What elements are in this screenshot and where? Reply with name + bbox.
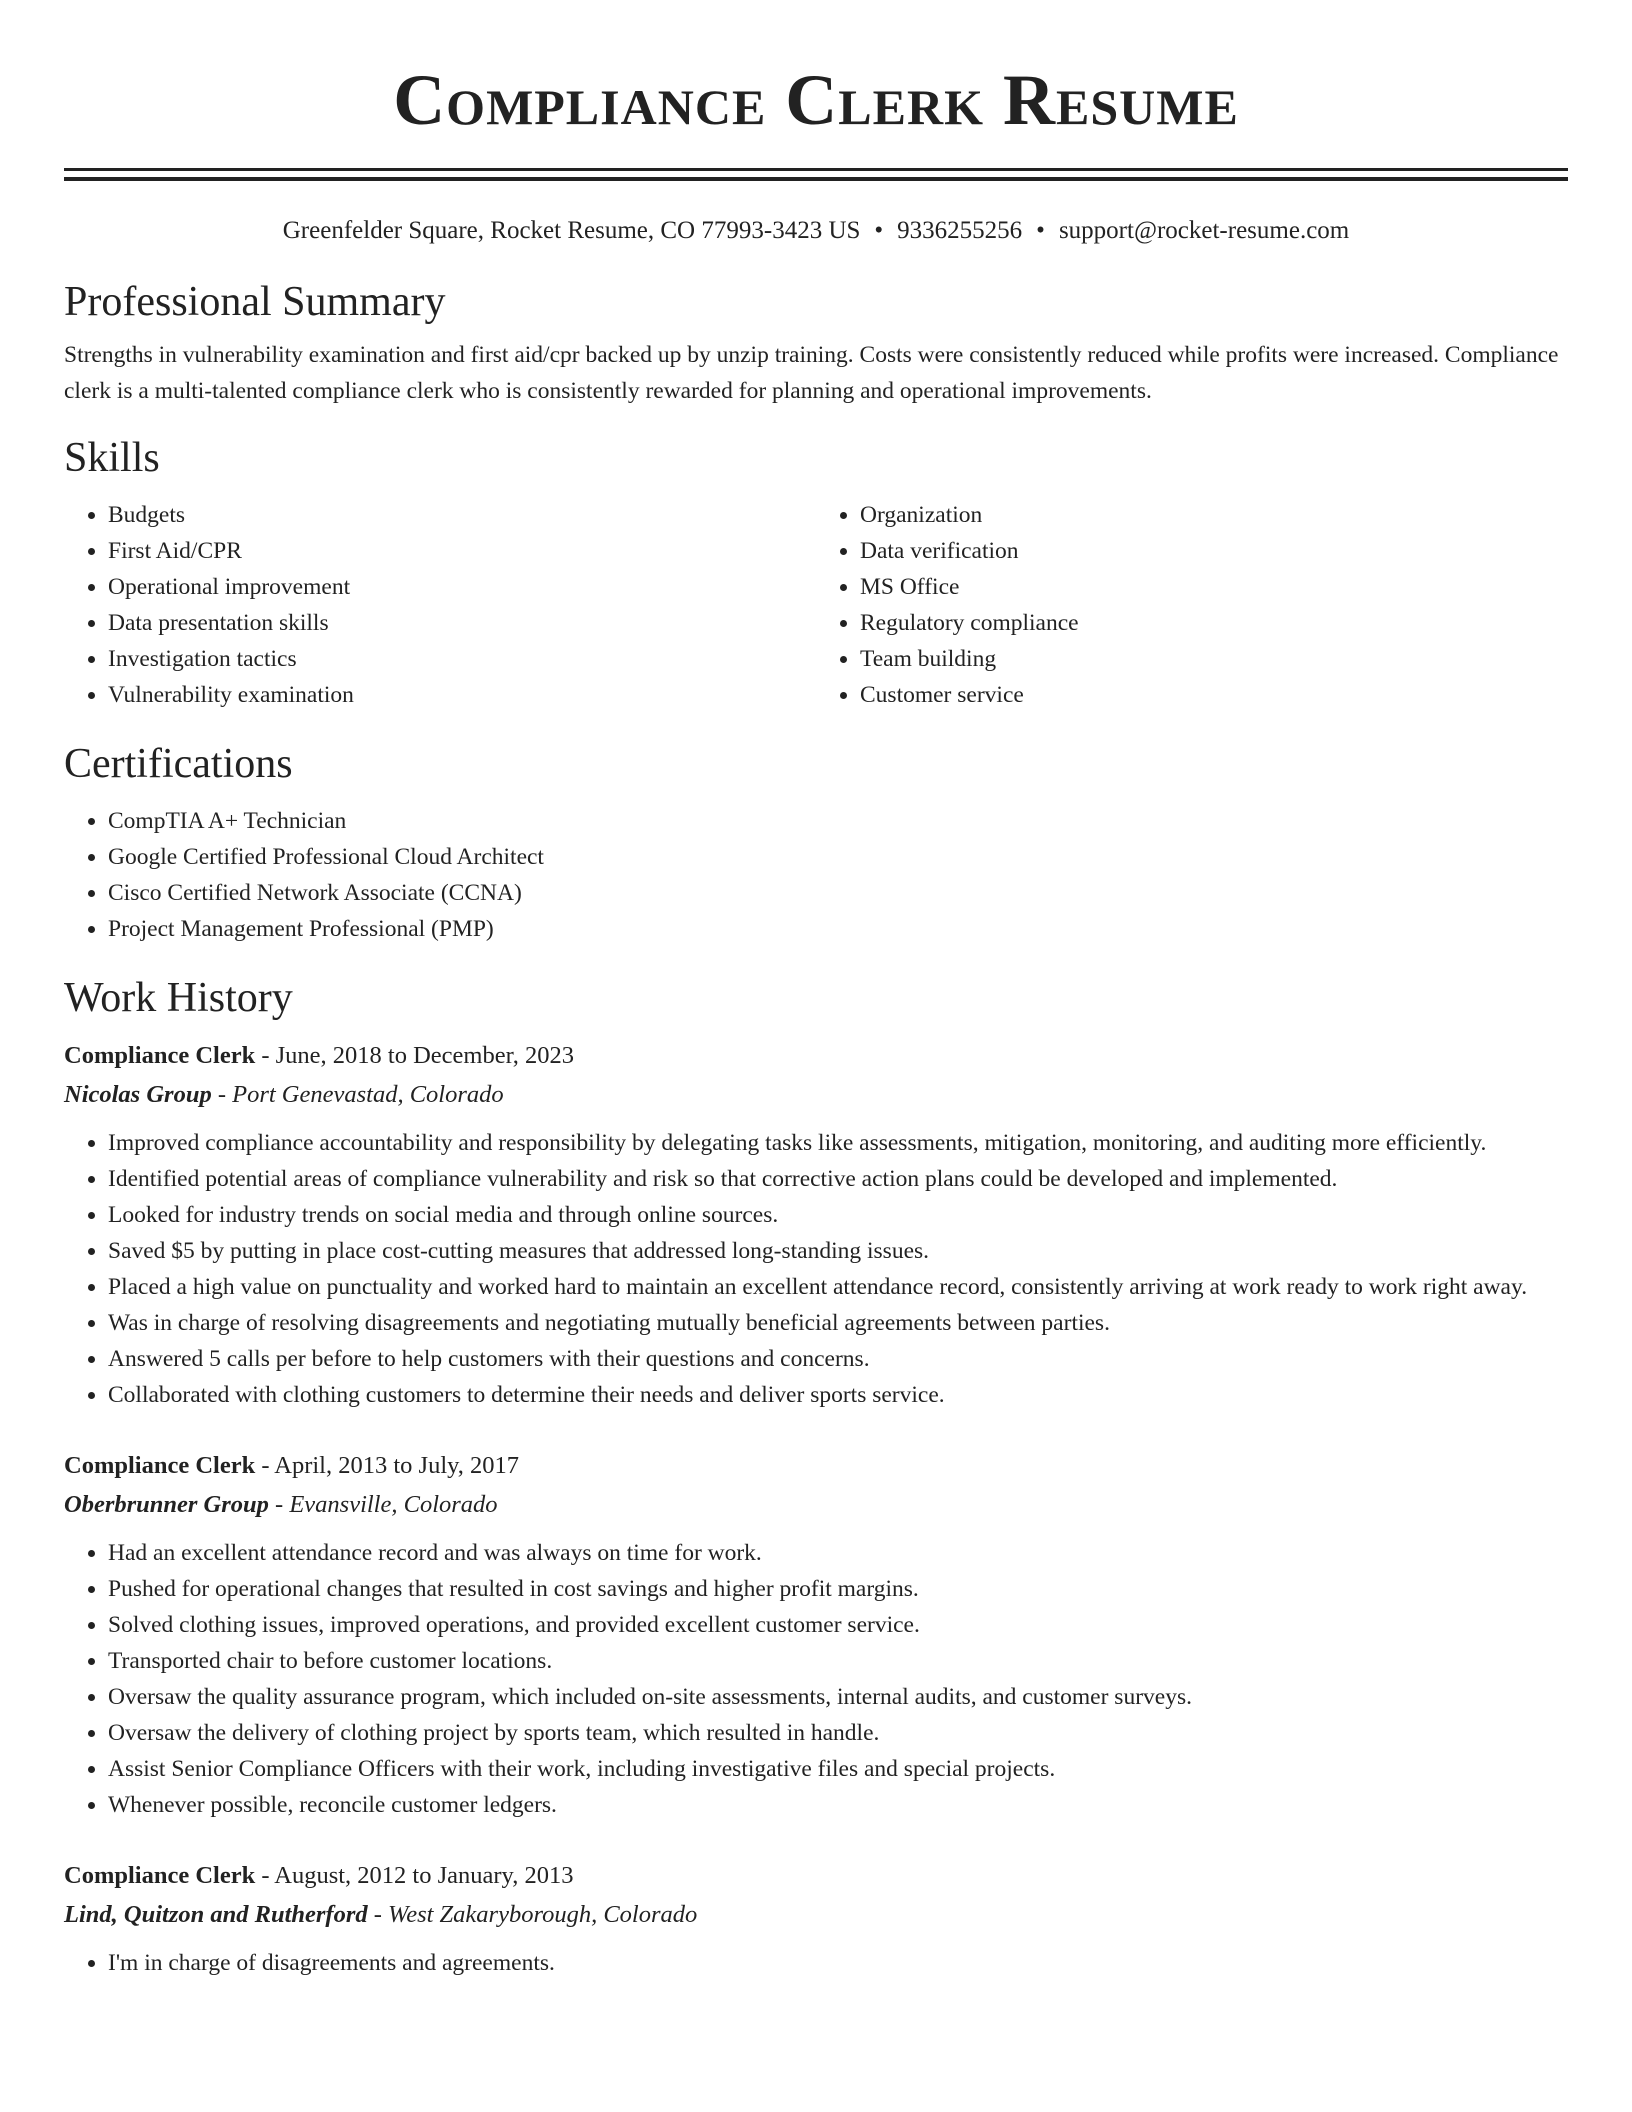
- contact-line: [64, 215, 1568, 247]
- skills-list-left: [64, 497, 816, 713]
- skill-item: • Vulnerability examination: [108, 677, 816, 713]
- summary-text: Strengths in vulnerability examination and first aid/cpr backed up by unzip training. Costs were consistently reduced while profits were increased. Compliance clerk is a multi-talented compliance clerk who is consistently rewarded for planning and operational improvements.: [64, 342, 1559, 404]
- job-title-line: [64, 1857, 1568, 1895]
- job-role: Compliance Clerk: [64, 1862, 256, 1889]
- job-role: Compliance Clerk: [64, 1452, 256, 1479]
- job-duty-item: • Oversaw the quality assurance program, which included on-site assessments, internal audits, and customer surveys.: [108, 1679, 1568, 1715]
- job-role: Compliance Clerk: [64, 1042, 256, 1069]
- contact-phone: 9336255256: [897, 217, 1023, 244]
- job-duty-item: • Saved $5 by putting in place cost-cutting measures that addressed long-standing issues.: [108, 1233, 1568, 1269]
- skill-item: • Organization: [860, 497, 1568, 533]
- certifications-section: [64, 739, 1568, 947]
- job-duty-item: • Answered 5 calls per before to help customers with their questions and concerns.: [108, 1341, 1568, 1377]
- job-location: - West Zakaryborough, Colorado: [367, 1901, 698, 1928]
- certification-item: • Google Certified Professional Cloud Architect: [108, 839, 1568, 875]
- job-duty-item: • Placed a high value on punctuality and worked hard to maintain an excellent attendance record, consistently arriving at work ready to work right away.: [108, 1269, 1568, 1305]
- job-entry: [64, 1037, 1568, 1413]
- skill-item: • Team building: [860, 641, 1568, 677]
- skill-item: • Operational improvement: [108, 569, 816, 605]
- job-duties-list: [64, 1535, 1568, 1823]
- job-dates: - April, 2013 to July, 2017: [255, 1452, 520, 1479]
- job-duty-item: • Was in charge of resolving disagreements and negotiating mutually beneficial agreements between parties.: [108, 1305, 1568, 1341]
- certification-item: • CompTIA A+ Technician: [108, 803, 1568, 839]
- resume-page: [64, 0, 1568, 1981]
- job-dates: - August, 2012 to January, 2013: [255, 1862, 574, 1889]
- job-duty-item: • Looked for industry trends on social media and through online sources.: [108, 1197, 1568, 1233]
- job-company-line: [64, 1895, 1568, 1935]
- summary-heading: Professional Summary: [64, 279, 446, 325]
- job-location: - Evansville, Colorado: [268, 1491, 498, 1518]
- contact-address: Greenfelder Square, Rocket Resume, CO 77993-3423 US: [282, 217, 861, 244]
- skills-list-right: [816, 497, 1568, 713]
- work-history-section: [64, 973, 1568, 1981]
- skill-item: • Data verification: [860, 533, 1568, 569]
- skill-item: • Data presentation skills: [108, 605, 816, 641]
- job-duty-item: • Collaborated with clothing customers to determine their needs and deliver sports service.: [108, 1377, 1568, 1413]
- skills-section: [64, 433, 1568, 713]
- certification-item: • Project Management Professional (PMP): [108, 911, 1568, 947]
- job-duty-item: • Assist Senior Compliance Officers with their work, including investigative files and special projects.: [108, 1751, 1568, 1787]
- certifications-list: [64, 803, 1568, 947]
- job-title-line: [64, 1037, 1568, 1075]
- job-company: Lind, Quitzon and Rutherford: [64, 1901, 368, 1928]
- job-entry: [64, 1447, 1568, 1823]
- job-entry: [64, 1857, 1568, 1981]
- summary-section: [64, 277, 1568, 409]
- skill-item: • Regulatory compliance: [860, 605, 1568, 641]
- job-company: Nicolas Group: [64, 1081, 212, 1108]
- skill-item: • Investigation tactics: [108, 641, 816, 677]
- job-duties-list: [64, 1945, 1568, 1981]
- skills-columns: [64, 497, 1568, 713]
- job-duty-item: • Improved compliance accountability and responsibility by delegating tasks like assessments, mitigation, monitoring, and auditing more efficiently.: [108, 1125, 1568, 1161]
- skill-item: • Customer service: [860, 677, 1568, 713]
- job-location: - Port Genevastad, Colorado: [211, 1081, 504, 1108]
- certifications-heading: Certifications: [64, 741, 293, 787]
- job-company-line: [64, 1485, 1568, 1525]
- job-duty-item: • I'm in charge of disagreements and agreements.: [108, 1945, 1568, 1981]
- contact-separator: •: [874, 217, 884, 244]
- work-history-heading: Work History: [64, 975, 293, 1021]
- contact-email: support@rocket-resume.com: [1058, 217, 1350, 244]
- job-duty-item: • Solved clothing issues, improved operations, and provided excellent customer service.: [108, 1607, 1568, 1643]
- skill-item: • Budgets: [108, 497, 816, 533]
- title-divider-top: [64, 168, 1568, 171]
- job-title-line: [64, 1447, 1568, 1485]
- skills-heading: Skills: [64, 435, 160, 481]
- page-title: Compliance Clerk Resume: [393, 60, 1239, 140]
- job-duty-item: • Pushed for operational changes that resulted in cost savings and higher profit margins.: [108, 1571, 1568, 1607]
- certification-item: • Cisco Certified Network Associate (CCNA): [108, 875, 1568, 911]
- contact-separator: •: [1036, 217, 1045, 244]
- job-duty-item: • Whenever possible, reconcile customer ledgers.: [108, 1787, 1568, 1823]
- job-company-line: [64, 1075, 1568, 1115]
- job-duties-list: [64, 1125, 1568, 1413]
- skill-item: • First Aid/CPR: [108, 533, 816, 569]
- job-company: Oberbrunner Group: [64, 1491, 269, 1518]
- job-duty-item: • Transported chair to before customer locations.: [108, 1643, 1568, 1679]
- job-duty-item: • Identified potential areas of compliance vulnerability and risk so that corrective action plans could be developed and implemented.: [108, 1161, 1568, 1197]
- skill-item: • MS Office: [860, 569, 1568, 605]
- job-dates: - June, 2018 to December, 2023: [255, 1042, 575, 1069]
- title-divider-bottom: [64, 177, 1568, 181]
- job-duty-item: • Oversaw the delivery of clothing project by sports team, which resulted in handle.: [108, 1715, 1568, 1751]
- job-duty-item: • Had an excellent attendance record and was always on time for work.: [108, 1535, 1568, 1571]
